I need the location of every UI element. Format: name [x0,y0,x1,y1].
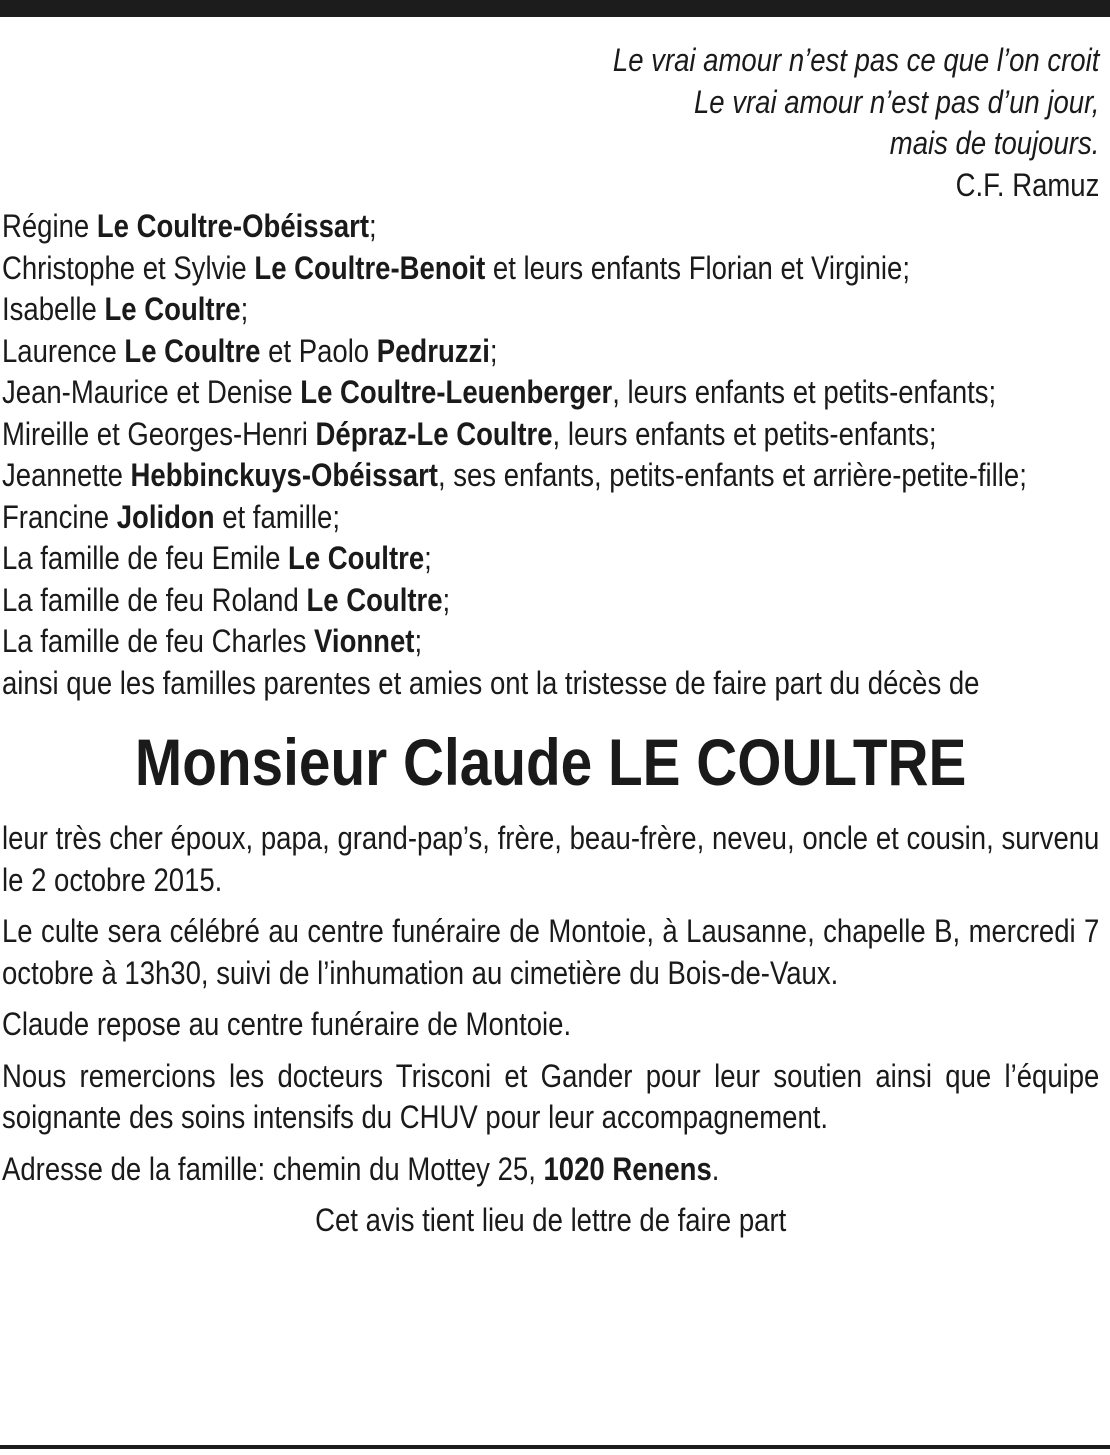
family-entry: La famille de feu Charles Vionnet; [2,623,423,659]
quote-author: C.F. Ramuz [955,166,1100,203]
family-entry: Isabelle Le Coultre; [2,291,249,327]
deceased-name-heading: Monsieur Claude LE COULTRE [134,725,967,799]
family-list [2,206,1099,663]
closing-note: Cet avis tient lieu de lettre de faire part [315,1202,787,1238]
relationship-paragraph: leur très cher époux, papa, grand-pap’s, frère, beau-frère, neveu, oncle et cousin, survenu le 2 octobre 2015. [2,820,1100,898]
bottom-rule [0,1445,1110,1449]
family-entry: Mireille et Georges-Henri Dépraz-Le Coultre, leurs enfants et petits-enfants; [2,415,937,452]
thanks-paragraph: Nous remercions les docteurs Trisconi et Gander pour leur soutien ainsi que l’équipe soignante des soins intensifs du CHUV pour leur accompagnement. [2,1057,1100,1135]
family-entry: La famille de feu Roland Le Coultre; [2,581,451,618]
quote-line: mais de toujours. [889,125,1100,161]
top-rule [0,0,1110,17]
family-entry: Jean-Maurice et Denise Le Coultre-Leuenberger, leurs enfants et petits-enfants; [2,374,997,410]
family-entry: Christophe et Sylvie Le Coultre-Benoit et leurs enfants Florian et Virginie; [2,249,910,286]
quote-line: Le vrai amour n’est pas ce que l’on croit [612,42,1100,78]
family-entry: Francine Jolidon et famille; [2,498,340,535]
family-entry: Jeannette Hebbinckuys-Obéissart, ses enfants, petits-enfants et arrière-petite-fille; [2,457,1027,493]
obituary-notice [2,40,1099,1242]
family-entry: Laurence Le Coultre et Paolo Pedruzzi; [2,332,498,369]
family-address: Adresse de la famille: chemin du Mottey 25, 1020 Renens. [2,1150,720,1187]
ceremony-paragraph: Le culte sera célébré au centre funéraire de Montoie, à Lausanne, chapelle B, mercredi 7 octobre à 13h30, suivi de l’inhumation au cimetière du Bois-de-Vaux. [2,913,1100,991]
announcement-text: ainsi que les familles parentes et amies ont la tristesse de faire part du décès de [2,664,980,701]
quote-line: Le vrai amour n’est pas d’un jour, [693,83,1100,120]
repose-paragraph: Claude repose au centre funéraire de Montoie. [2,1006,572,1042]
family-entry: La famille de feu Emile Le Coultre; [2,540,432,576]
epigraph-quote [2,40,1099,206]
family-entry: Régine Le Coultre-Obéissart; [2,208,377,244]
